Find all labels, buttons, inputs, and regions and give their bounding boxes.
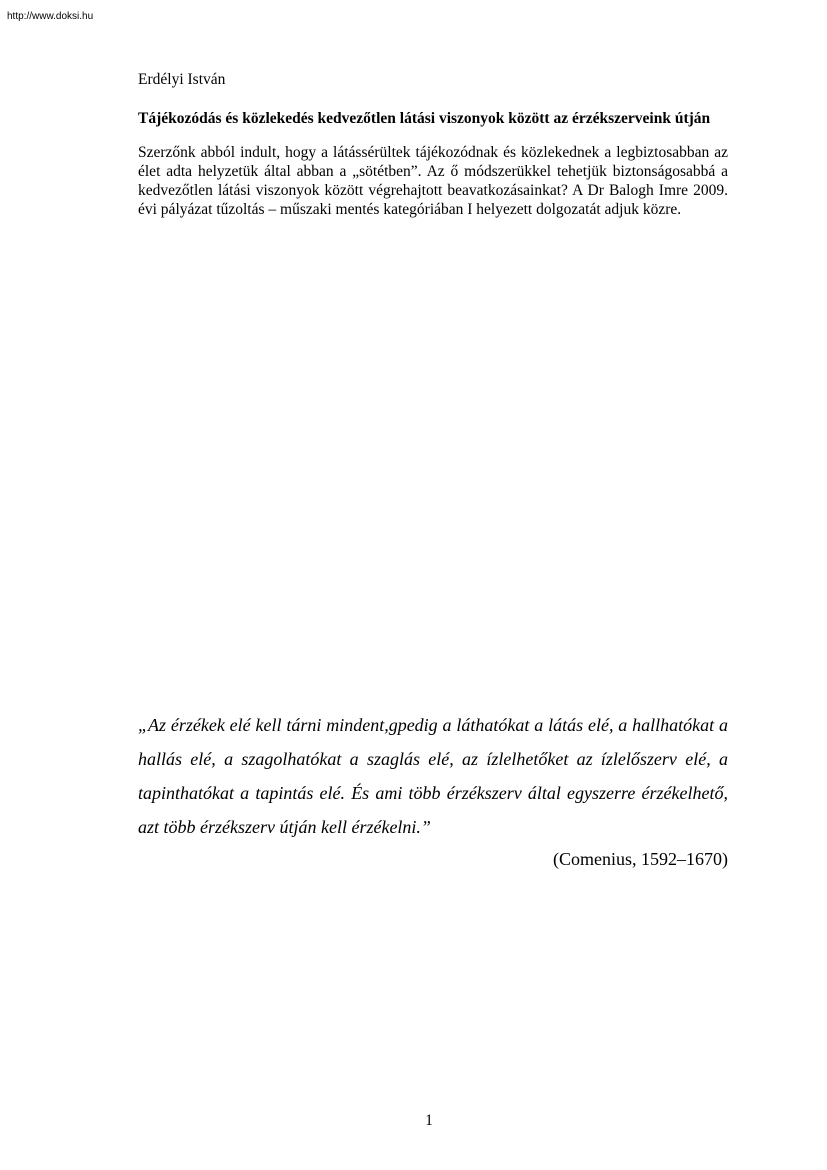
source-url[interactable]: http://www.doksi.hu xyxy=(7,11,94,22)
article-abstract: Szerzőnk abból indult, hogy a látássérültek tájékozódnak és közlekednek a legbiztosabban az élet adta helyzetük által abban a „sötétben”. Az ő módszerükkel tehetjük biztonságosabbá a kedvezőtlen látási viszonyok között végrehajtott beavatkozásainkat? A Dr Balogh Imre 2009. évi pályázat tűzoltás – műszaki mentés kategóriában I helyezett dolgozatát adjuk közre. xyxy=(138,144,728,218)
author-name: Erdélyi István xyxy=(138,71,226,88)
epigraph-quote: „Az érzékek elé kell tárni mindent,gpedig a láthatókat a látás elé, a hallhatókat a hallás elé, a szagolhatókat a szaglás elé, az ízlelhetőket az ízlelőszerv elé, a tapinthatókat a tapintás elé. És ami több érzékszerv által egyszerre érzékelhető, azt több érzékszerv útján kell érzékelni.” xyxy=(138,715,728,837)
article-title: Tájékozódás és közlekedés kedvezőtlen látási viszonyok között az érzékszerveink útján xyxy=(138,110,711,127)
page-number: 1 xyxy=(425,1112,433,1129)
article-header xyxy=(138,71,728,219)
epigraph xyxy=(138,708,728,874)
epigraph-attribution: (Comenius, 1592–1670) xyxy=(553,849,728,869)
